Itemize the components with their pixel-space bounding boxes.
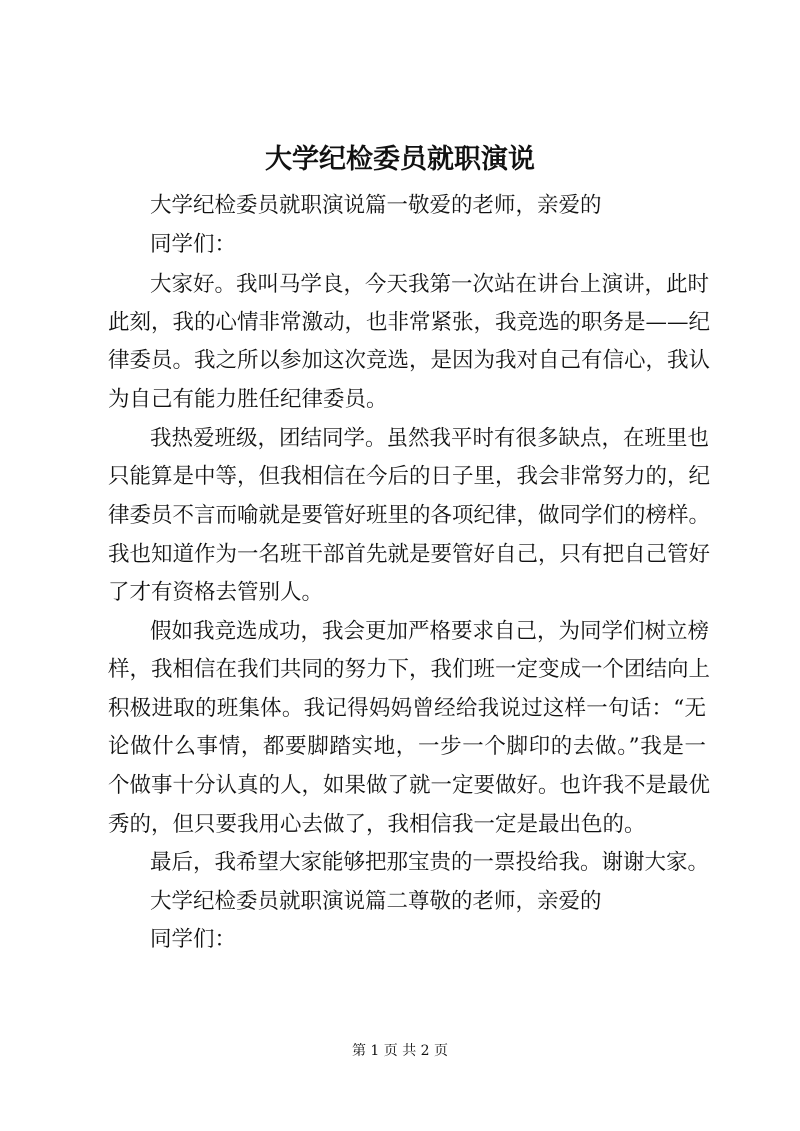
paragraph-line: 律委员不言而喻就是要管好班里的各项纪律，做同学们的榜样。 [108, 503, 711, 528]
paragraph-line: 为自己有能力胜任纪律委员。 [108, 387, 388, 412]
paragraph-line: 大学纪检委员就职演说篇二尊敬的老师，亲爱的 [150, 889, 602, 914]
paragraph-line: 律委员。我之所以参加这次竞选，是因为我对自己有信心，我认 [108, 348, 711, 373]
paragraph-line: 同学们： [150, 927, 237, 952]
paragraph-line: 我热爱班级，团结同学。虽然我平时有很多缺点，在班里也 [150, 426, 710, 451]
paragraph-line: 秀的，但只要我用心去做了，我相信我一定是最出色的。 [108, 812, 646, 837]
paragraph-line: 最后，我希望大家能够把那宝贵的一票投给我。谢谢大家。 [150, 850, 710, 875]
page-number-footer: 第 1 页 共 2 页 [351, 1043, 449, 1059]
paragraph-line: 积极进取的班集体。我记得妈妈曾经给我说过这样一句话：“无 [108, 696, 706, 721]
paragraph-line: 此刻，我的心情非常激动，也非常紧张，我竞选的职务是——纪 [108, 310, 711, 335]
paragraph-line: 大学纪检委员就职演说篇一敬爱的老师，亲爱的 [150, 193, 602, 218]
paragraph-line: 我也知道作为一名班干部首先就是要管好自己，只有把自己管好 [108, 542, 711, 567]
paragraph-line: 假如我竞选成功，我会更加严格要求自己，为同学们树立榜 [150, 619, 710, 644]
paragraph-line: 只能算是中等，但我相信在今后的日子里，我会非常努力的，纪 [108, 464, 711, 489]
paragraph-line: 论做什么事情，都要脚踏实地，一步一个脚印的去做。”我是一 [108, 734, 706, 759]
paragraph-line: 了才有资格去管别人。 [108, 580, 324, 605]
paragraph-line: 同学们： [150, 232, 237, 257]
paragraph-line: 个做事十分认真的人，如果做了就一定要做好。也许我不是最优 [108, 773, 711, 798]
document-title: 大学纪检委员就职演说 [265, 144, 535, 175]
paragraph-line: 样，我相信在我们共同的努力下，我们班一定变成一个团结向上 [108, 657, 711, 682]
paragraph-line: 大家好。我叫马学良，今天我第一次站在讲台上演讲，此时 [150, 272, 710, 297]
